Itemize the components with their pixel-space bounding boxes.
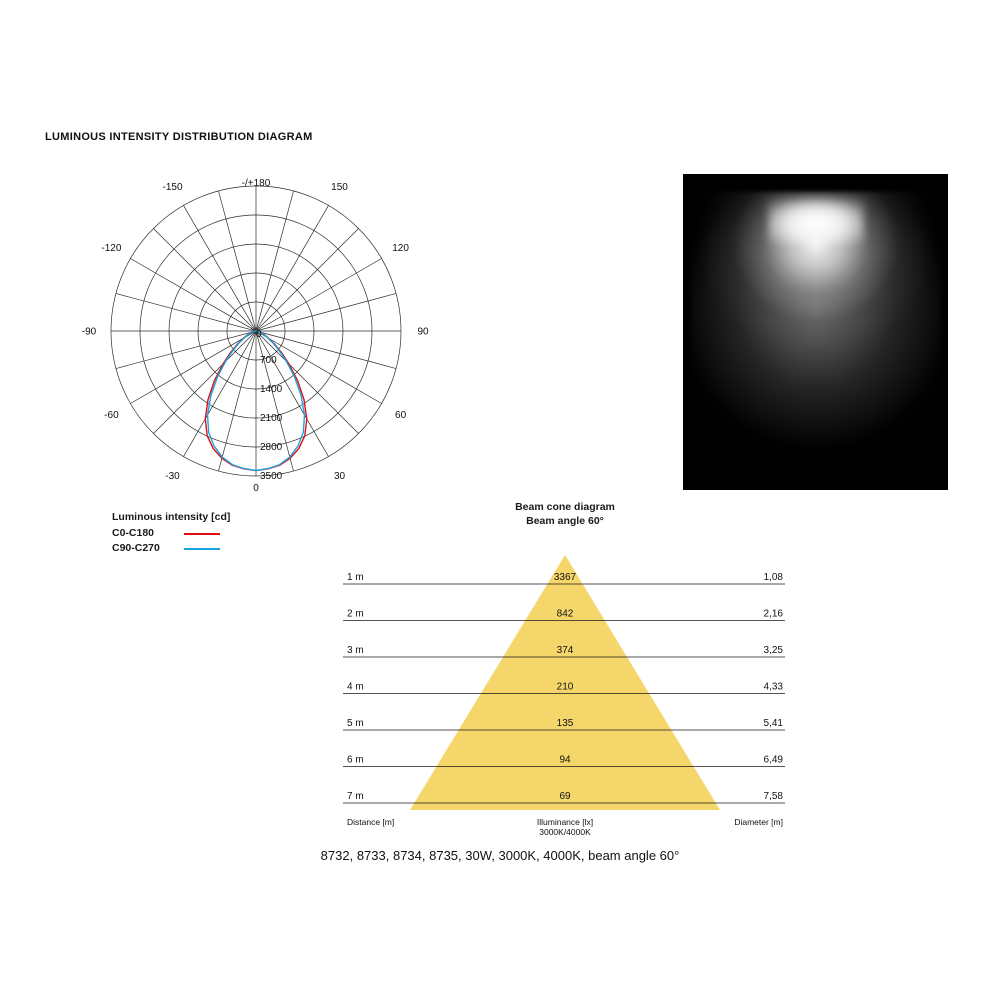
beam-cone-distance: 2 m bbox=[347, 608, 364, 620]
beam-cone-diameter: 1,08 bbox=[763, 572, 783, 583]
polar-diagram-svg bbox=[60, 160, 480, 510]
beam-cone-footer-illuminance: Illuminance [lx] bbox=[536, 817, 594, 827]
polar-angle-label: -90 bbox=[81, 326, 97, 338]
beam-cone-diagram bbox=[330, 545, 800, 835]
beam-cone-distance: 1 m bbox=[347, 572, 364, 583]
beam-cone-diameter: 3,25 bbox=[763, 645, 783, 656]
beam-cone-diameter: 6,49 bbox=[763, 754, 783, 766]
beam-cone-svg bbox=[330, 545, 800, 835]
beam-photograph bbox=[683, 174, 948, 490]
polar-angle-label: 90 bbox=[417, 326, 429, 338]
polar-radial-label: 3500 bbox=[260, 471, 283, 482]
beam-cone-distance: 6 m bbox=[347, 754, 364, 766]
legend-color-swatch bbox=[184, 533, 220, 535]
legend-item-c90-c270 bbox=[112, 541, 332, 556]
beam-hotspot bbox=[768, 200, 864, 244]
beam-cone-illuminance: 842 bbox=[556, 608, 574, 620]
beam-cone-diameter: 4,33 bbox=[763, 681, 783, 693]
page-title: LUMINOUS INTENSITY DISTRIBUTION DIAGRAM bbox=[45, 131, 313, 143]
polar-angle-label: -120 bbox=[101, 243, 122, 254]
beam-cone-footer bbox=[347, 817, 783, 835]
beam-cone-title-line1: Beam cone diagram bbox=[515, 501, 615, 513]
legend-title: Luminous intensity [cd] bbox=[112, 511, 231, 523]
legend-color-swatch bbox=[184, 548, 220, 550]
polar-angle-label: 150 bbox=[331, 181, 348, 193]
polar-radial-label: 1400 bbox=[260, 384, 283, 395]
beam-cone-illuminance: 69 bbox=[559, 791, 571, 802]
beam-cone-distance: 5 m bbox=[347, 718, 364, 729]
polar-top-label: -/+180 bbox=[241, 178, 271, 189]
beam-cone-diameter: 2,16 bbox=[763, 608, 783, 620]
polar-angle-label: -30 bbox=[165, 471, 180, 483]
beam-cone-distance: 7 m bbox=[347, 791, 364, 802]
figure-caption: 8732, 8733, 8734, 8735, 30W, 3000K, 4000K, beam angle 60° bbox=[320, 848, 680, 863]
polar-radial-labels bbox=[260, 355, 283, 482]
legend-item-label: C90-C270 bbox=[112, 542, 160, 554]
beam-cone-illuminance: 210 bbox=[556, 681, 574, 693]
beam-cone-distance: 3 m bbox=[347, 645, 364, 656]
polar-angle-label: 30 bbox=[333, 471, 346, 483]
polar-radial-label: 2800 bbox=[260, 442, 283, 453]
legend-item-label: C0-C180 bbox=[112, 527, 155, 539]
beam-cone-illuminance: 374 bbox=[556, 645, 574, 656]
beam-cone-title bbox=[345, 500, 785, 528]
beam-cone-diameter: 7,58 bbox=[763, 791, 783, 802]
polar-angle-label: 60 bbox=[395, 410, 407, 421]
polar-diagram bbox=[60, 160, 480, 510]
beam-cone-diameter: 5,41 bbox=[763, 718, 783, 729]
beam-cone-distance: 4 m bbox=[347, 681, 364, 693]
beam-cone-footer-illuminance-cct: 3000K/4000K bbox=[539, 827, 591, 835]
polar-radial-label: 700 bbox=[260, 355, 277, 366]
beam-cone-illuminance: 3367 bbox=[553, 572, 577, 583]
beam-cone-illuminance: 135 bbox=[556, 718, 574, 729]
polar-radial-label: 2100 bbox=[260, 413, 283, 424]
beam-cone-title-line2: Beam angle 60° bbox=[526, 515, 604, 527]
polar-center-label: 0 bbox=[256, 329, 262, 340]
polar-angle-label: -60 bbox=[104, 410, 119, 421]
beam-cone-footer-distance: Distance [m] bbox=[347, 817, 395, 827]
polar-bottom-label: 0 bbox=[253, 483, 259, 494]
legend-item-c0-c180 bbox=[112, 526, 332, 541]
beam-cone-footer-diameter: Diameter [m] bbox=[734, 817, 783, 827]
legend bbox=[112, 511, 332, 556]
polar-angle-label: 120 bbox=[392, 243, 409, 254]
beam-cone-illuminance: 94 bbox=[559, 754, 571, 766]
polar-angle-label: -150 bbox=[162, 181, 183, 193]
